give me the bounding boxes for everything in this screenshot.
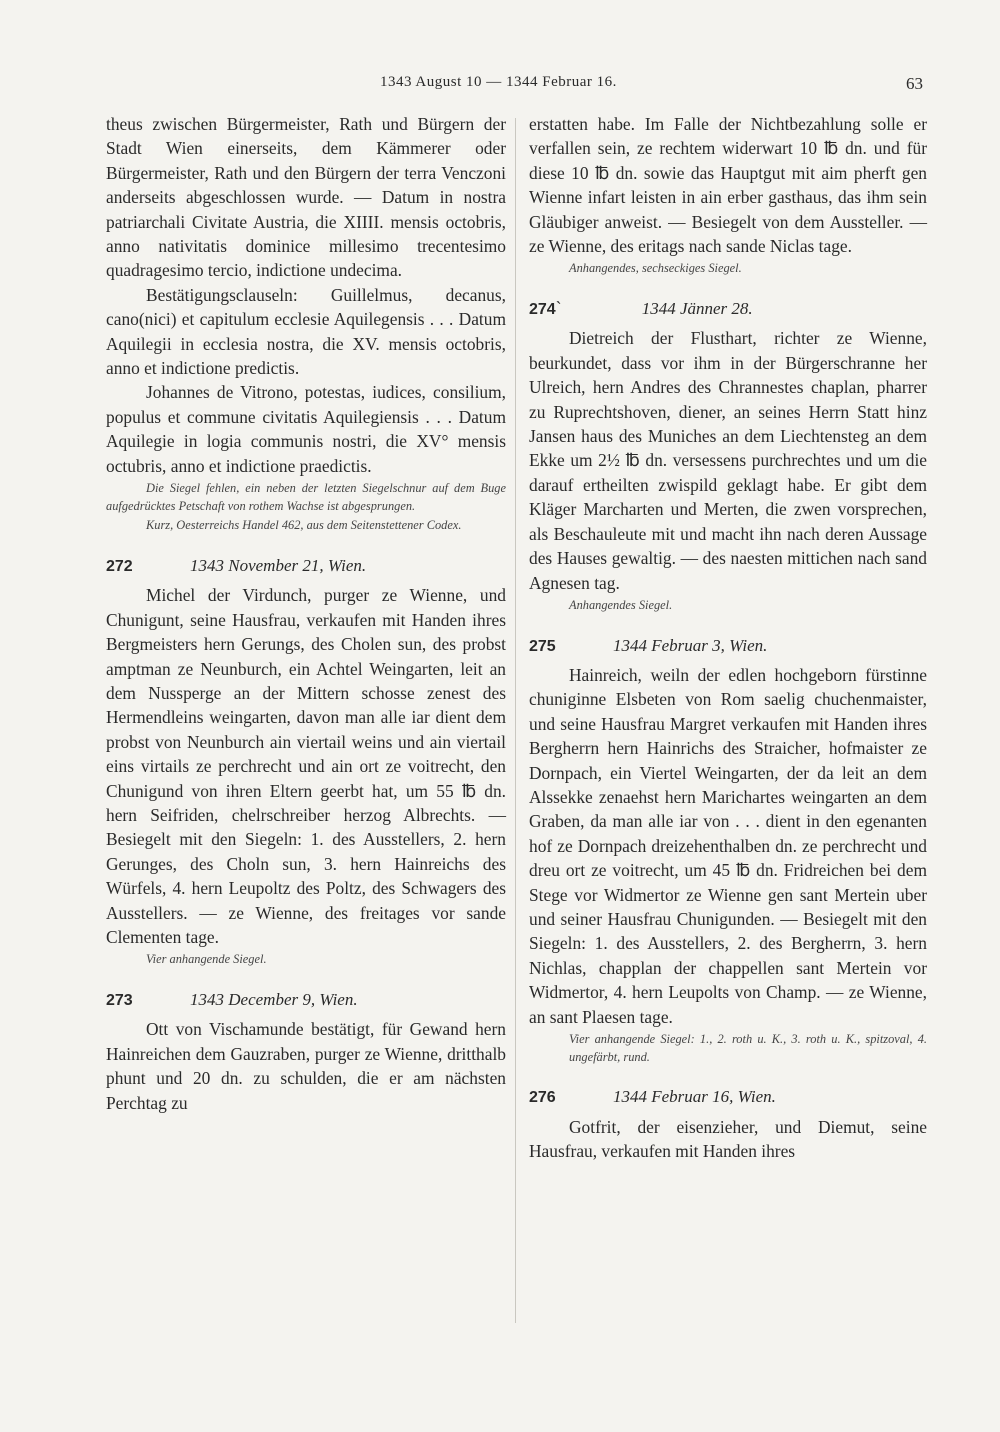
entry-text-274: Dietreich der Flusthart, richter ze Wienne, beurkundet, dass vor ihm in der Bürgerschranne her Ulreich, hern Andres des Chrannestes chaplan, pharrer zu Ruprechtshoven, diener, an seines Herrn Statt hinz Jansen haus des Muniches an dem Liechtensteg an dem Ekke um 2½ ℔ dn. versessens purchrechtes und um die darauf ertheilten zwispild geklagt habe. Er gibt dem Kläger Marcharten und Merten, die zwen vorsprechen, als Beschauleute mit und macht ihn nach deren Aussage des Hauses gewaltig. — des naesten mittichen nach sand Agnesen tag.: [529, 328, 927, 593]
left-column: [106, 112, 506, 1115]
entry-text-275: Hainreich, weiln der edlen hochgeborn fürstinne chuniginne Elsbeten von Rom saelig chuchenmaister, und seine Hausfrau Margret verkaufen mit Handen ihres Bergherrn hern Hainrichs des Straicher, hofmaister ze Dornpach, ein Viertel Weingarten, der da leit an dem Alssekke zenaehst hern Marichartes weingarten an dem Graben, da man alle iar von . . . dient in den egenanten hof ze Dornpach dreizehenthalben dn. ze perchrecht und dreu ort ze voitrecht, um 45 ℔ dn. Fridreichen bei dem Stege vor Widmertor ze Wienne gen sant Mertein uber und seiner Hausfrau Chunigunden. — Besiegelt mit den Siegeln: 1. des Ausstellers, 2. des Bergherrn, 3. hern Nichlas, chapplan der chappellen sant Mertein vor Widmertor, 4. hern Leupolts von Champ. — ze Wienne, an sant Plaesen tage.: [529, 664, 927, 1027]
tick-mark: `: [555, 298, 562, 319]
page-number: 63: [906, 74, 923, 93]
page-header: [0, 74, 1000, 98]
paragraph-vitrono: Johannes de Vitrono, potestas, iudices, consilium, populus et commune civitatis Aquilegiensis . . . Datum Aquilegie in logia communis nostri, die XV° mensis octubris, anno et indictione praedictis.: [106, 382, 506, 476]
entry-date: 1343 December 9, Wien.: [190, 989, 358, 1009]
entry-date: 1344 Jänner 28.: [641, 299, 753, 319]
paragraph-confirmation-clauses: Bestätigungsclauseln: Guillelmus, decanus, cano(nici) et capitulum ecclesie Aquilegensis . . . Datum Aquilegii in ecclesia nostra, die XV. mensis octobris, anno et indictione predictis.: [106, 284, 506, 379]
entry-note-275: Vier anhangende Siegel: 1., 2. roth u. K., 3. roth u. K., spitzoval, 4. ungefärbt, rund.: [569, 1032, 927, 1064]
right-column: [529, 112, 927, 1163]
seal-note: Die Siegel fehlen, ein neben der letzten Siegelschnur auf dem Buge aufgedrücktes Petschaft von rothem Wachse ist abgesprungen.: [106, 481, 506, 513]
paragraph-continuation: theus zwischen Bürgermeister, Rath und Bürgern der Stadt Wien einerseits, dem Kämmerer oder Bürgermeister, Rath und den Bürgern der terra Venczoni anderseits abgeschlossen wurde. — Datum in nostra patriarchali Civitate Austria, die XIIII. mensis octobris, anno nativitatis dominice millesimo trecentesimo quadragesimo tercio, indictione undecima.: [106, 114, 506, 281]
entry-heading-272: [106, 553, 506, 579]
source-note: Kurz, Oesterreichs Handel 462, aus dem Seitenstettener Codex.: [146, 518, 462, 533]
entry-heading-275: [529, 633, 927, 659]
seal-note: Anhangendes, sechseckiges Siegel.: [569, 261, 742, 276]
entry-heading-276: [529, 1084, 927, 1110]
entry-number: 274: [529, 301, 556, 319]
entry-heading-274: [529, 296, 927, 322]
entry-note-272: Vier anhangende Siegel.: [146, 952, 267, 967]
entry-text-276: Gotfrit, der eisenzieher, und Diemut, seine Hausfrau, verkaufen mit Handen ihres: [529, 1116, 927, 1161]
entry-note-274: Anhangendes Siegel.: [569, 597, 673, 612]
entry-text-272: Michel der Virdunch, purger ze Wienne, und Chunigunt, seine Hausfrau, verkaufen mit Handen ihres Bergmeisters hern Gerungs, des Cholen sun, des probst amptman ze Neunburch, ein Achtel Weingarten, leit an dem Nussperge an der Mittern schosse zenest des Hermendleins weingarten, davon man alle iar dient dem probst von Neunburch ain viertail weins und ain viertail eins virtails ze perchrecht und ain ort ze voitrecht, den Chunigund von ihren Eltern geerbt hat, um 55 ℔ dn. hern Seifriden, chelrschreiber herzog Albrechts. — Besiegelt mit den Siegeln: 1. des Ausstellers, 2. hern Gerunges, des Choln sun, 3. hern Hainreichs des Würfels, 4. hern Leupoltz des Poltz, des Schwagers des Ausstellers. — ze Wienne, des freitages vor sande Clementen tage.: [106, 585, 506, 947]
entry-date: 1344 Februar 3, Wien.: [613, 635, 768, 655]
running-title: 1343 August 10 — 1344 Februar 16.: [380, 74, 617, 90]
entry-number: 275: [529, 637, 556, 655]
paragraph-continuation: erstatten habe. Im Falle der Nichtbezahlung solle er verfallen sein, ze rechtem widerwart 10 ℔ dn. und für diese 10 ℔ dn. sowie das Hauptgut mit aim pherft gen Wienne infart leisten in ain erber gasthaus, das ihm sein Gläubiger anweist. — Besiegelt von dem Aussteller. — ze Wienne, des eritags nach sande Niclas tage.: [529, 114, 927, 257]
entry-text-273: Ott von Vischamunde bestätigt, für Gewand hern Hainreichen dem Gauzraben, purger ze Wienne, dritthalb phunt und 20 dn. zu schulden, die er am nächsten Perchtag zu: [106, 1019, 506, 1113]
entry-number: 273: [106, 991, 133, 1009]
entry-number: 276: [529, 1089, 556, 1107]
entry-date: 1344 Februar 16, Wien.: [613, 1087, 776, 1107]
entry-heading-273: [106, 987, 506, 1013]
column-divider: [515, 118, 516, 1323]
entry-date: 1343 November 21, Wien.: [190, 555, 367, 575]
entry-number: 272: [106, 557, 133, 575]
